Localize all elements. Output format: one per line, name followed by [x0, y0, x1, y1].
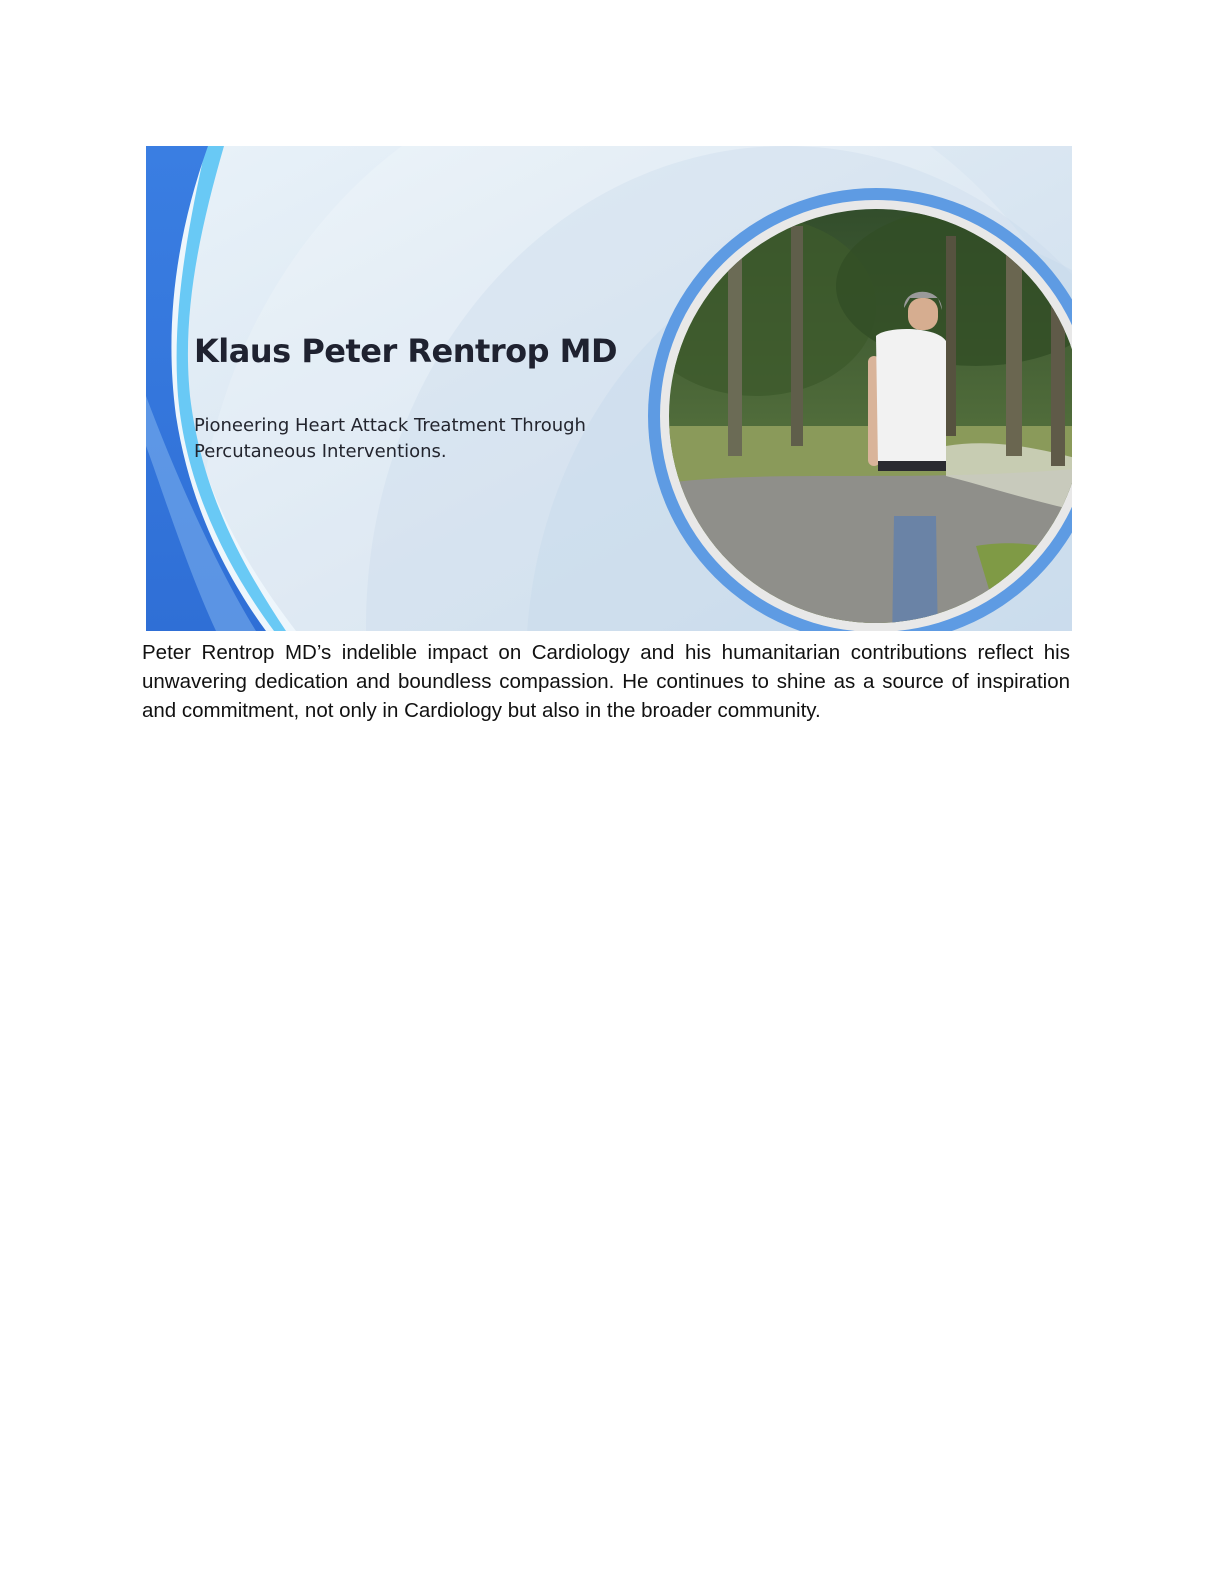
header-banner — [146, 146, 1072, 631]
banner-title: Klaus Peter Rentrop MD — [194, 332, 618, 370]
banner-subtitle: Pioneering Heart Attack Treatment Through Percutaneous Interventions. — [194, 415, 586, 462]
profile-photo — [646, 186, 1072, 631]
body-paragraph: Peter Rentrop MD’s indelible impact on Cardiology and his humanitarian contributions reflect his unwavering dedication and boundless compassion. He continues to shine as a source of inspiration and commitment, not only in Cardiology but also in the broader community. — [142, 641, 1070, 722]
